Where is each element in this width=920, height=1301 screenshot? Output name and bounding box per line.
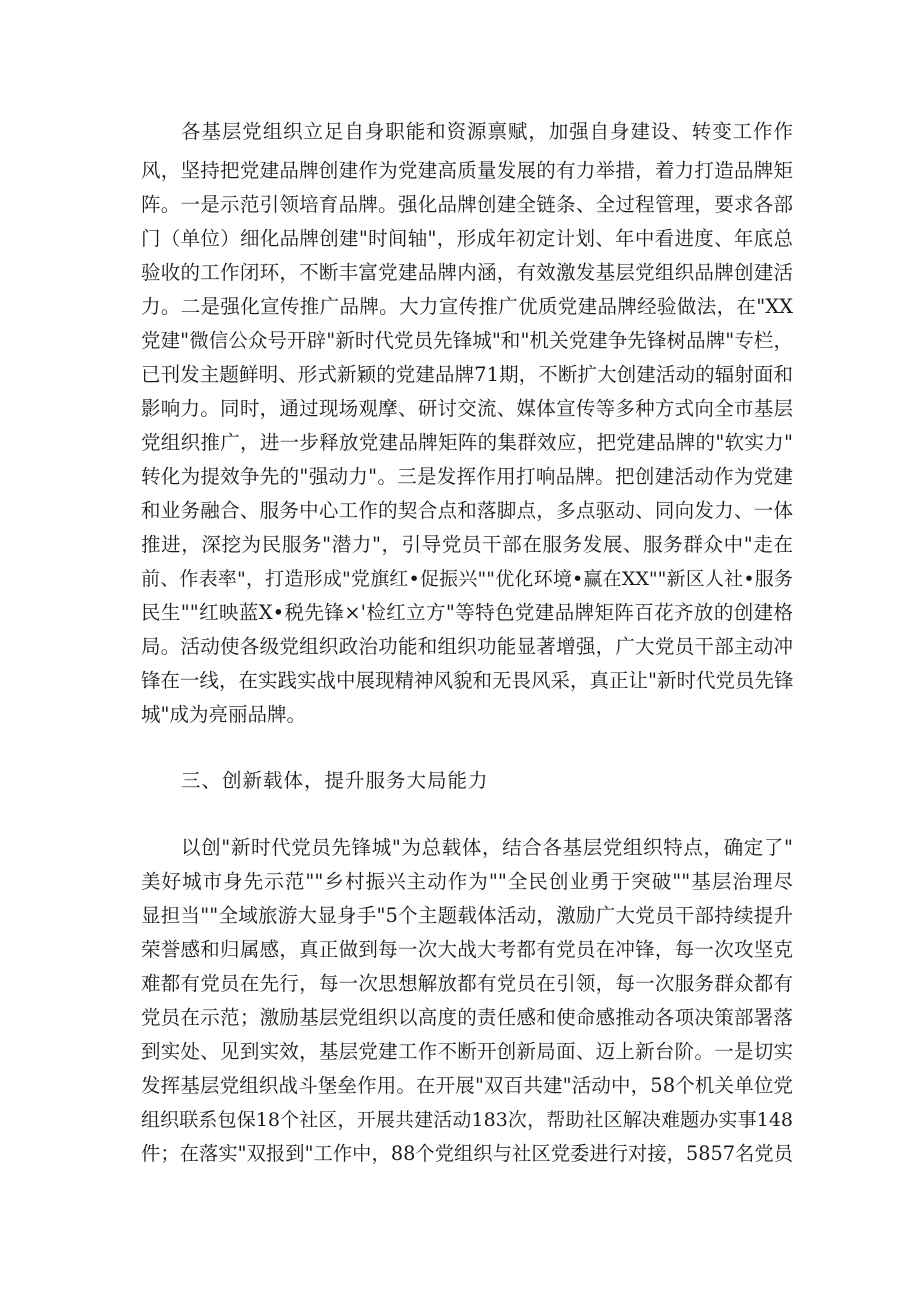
paragraph-line: 锋在一线，在实践实战中展现精神风貌和无畏风采，真正让"新时代党员先锋: [141, 669, 794, 692]
paragraph-line: 验收的工作闭环，不断丰富党建品牌内涵，有效激发基层党组织品牌创建活: [141, 261, 793, 284]
paragraph-line: 转化为提效争先的"强动力"。三是发挥作用打响品牌。把创建活动作为党建: [141, 465, 793, 488]
section-heading: 三、创新载体，提升服务大局能力: [181, 769, 489, 792]
paragraph-line: 已刊发主题鲜明、形式新颖的党建品牌71期，不断扩大创建活动的辐射面和: [141, 363, 793, 386]
paragraph-line: 荣誉感和归属感，真正做到每一次大战大考都有党员在冲锋，每一次攻坚克: [141, 938, 793, 961]
paragraph-line: 美好城市身先示范""乡村振兴主动作为""全民创业勇于突破""基层治理尽: [141, 870, 793, 893]
paragraph-line: 风，坚持把党建品牌创建作为党建高质量发展的有力举措，着力打造品牌矩: [141, 159, 793, 182]
paragraph-line: 党员在示范；激励基层党组织以高度的责任感和使命感推动各项决策部署落: [141, 1006, 793, 1029]
paragraph-line: 难都有党员在先行，每一次思想解放都有党员在引领，每一次服务群众都有: [141, 972, 793, 995]
paragraph-line: 城"成为亮丽品牌。: [141, 703, 306, 726]
paragraph-line: 和业务融合、服务中心工作的契合点和落脚点，多点驱动、同向发力、一体: [141, 499, 793, 522]
paragraph-line: 各基层党组织立足自身职能和资源禀赋，加强自身建设、转变工作作: [181, 120, 793, 143]
paragraph-line: 组织联系包保18个社区，开展共建活动183次，帮助社区解决难题办实事148: [141, 1109, 793, 1131]
paragraph-line: 局。活动使各级党组织政治功能和组织功能显著增强，广大党员干部主动冲: [141, 635, 793, 658]
paragraph-line: 党组织推广，进一步释放党建品牌矩阵的集群效应，把党建品牌的"软实力": [141, 431, 793, 454]
paragraph-line: 党建"微信公众号开辟"新时代党员先锋城"和"机关党建争先锋树品牌"专栏，: [141, 329, 793, 352]
paragraph-line: 以创"新时代党员先锋城"为总载体，结合各基层党组织特点，确定了": [181, 836, 793, 859]
paragraph-line: 件；在落实"双报到"工作中，88个党组织与社区党委进行对接，5857名党员: [141, 1142, 793, 1165]
paragraph-line: 门（单位）细化品牌创建"时间轴"，形成年初定计划、年中看进度、年底总: [141, 227, 793, 250]
paragraph-line: 发挥基层党组织战斗堡垒作用。在开展"双百共建"活动中，58个机关单位党: [141, 1074, 793, 1097]
paragraph-line: 显担当""全域旅游大显身手"5个主题载体活动，激励广大党员干部持续提升: [141, 904, 793, 927]
paragraph-line: 民生""红映蓝X•税先锋×'检红立方"等特色党建品牌矩阵百花齐放的创建格: [141, 601, 793, 624]
paragraph-line: 到实处、见到实效，基层党建工作不断开创新局面、迈上新台阶。一是切实: [141, 1040, 793, 1063]
paragraph-line: 阵。一是示范引领培育品牌。强化品牌创建全链条、全过程管理，要求各部: [141, 193, 793, 216]
paragraph-line: 前、作表率"，打造形成"党旗红•促振兴""优化环境•赢在XX""新区人社•服务: [141, 568, 793, 590]
paragraph-line: 推进，深挖为民服务"潜力"，引导党员干部在服务发展、服务群众中"走在: [141, 533, 793, 556]
paragraph-line: 力。二是强化宣传推广品牌。大力宣传推广优质党建品牌经验做法，在"XX: [141, 295, 793, 318]
paragraph-line: 影响力。同时，通过现场观摩、研讨交流、媒体宣传等多种方式向全市基层: [141, 397, 793, 420]
